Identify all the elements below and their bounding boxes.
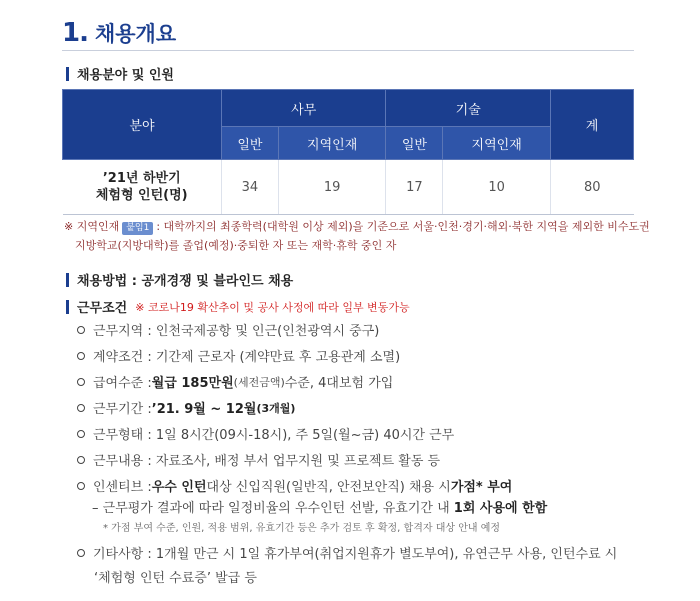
recruit-table — [62, 89, 634, 215]
circle-bullet-icon — [77, 326, 85, 334]
list-item — [77, 424, 454, 443]
section-label: 채용방법 : 공개경쟁 및 블라인드 채용 — [77, 274, 294, 289]
list-item — [77, 450, 440, 469]
page-title — [62, 18, 176, 48]
section-method — [66, 270, 293, 289]
item-incentive-text: 대상 신입직원(일반직, 안전보안직) 채용 시 — [206, 480, 451, 495]
heading-number: 1 — [62, 18, 80, 48]
heading-dot: . — [79, 18, 89, 48]
circle-bullet-icon — [77, 549, 85, 557]
item-etc-line2: ‘체험형 인턴 수료증’ 발급 등 — [94, 571, 257, 586]
circle-bullet-icon — [77, 482, 85, 490]
cell-office-regional: 19 — [278, 160, 386, 215]
list-item — [77, 543, 617, 562]
note-prefix: ※ 지역인재 — [64, 220, 120, 233]
row-label-line1: ’21년 하반기 — [102, 171, 181, 186]
th-tech-regional: 지역인재 — [443, 127, 551, 160]
list-item — [77, 476, 512, 495]
circle-bullet-icon — [77, 378, 85, 386]
item-type: 근무형태 : 1일 8시간(09시-18시), 주 5일(월~금) 40시간 근무 — [93, 428, 455, 443]
item-location: 근무지역 : 인천국제공항 및 인근(인천광역시 중구) — [93, 324, 380, 339]
note-text-1: : 대학까지의 최종학력(대학원 이상 제외)을 기준으로 서울·인천·경기·해외·북한 지역을 제외한 비수도권 — [156, 220, 650, 233]
section-bar-icon — [66, 273, 69, 287]
incentive-sub-item — [92, 497, 547, 516]
section-recruit-field — [66, 64, 174, 83]
item-pay-label: 급여수준 : — [93, 376, 152, 391]
list-item — [77, 320, 379, 339]
th-office: 사무 — [222, 90, 386, 127]
row-label — [63, 160, 222, 215]
section-bar-icon — [66, 300, 69, 314]
item-incentive-label: 인센티브 : — [93, 480, 152, 495]
cell-tech-regional: 10 — [443, 160, 551, 215]
attachment-badge: 붙임1 — [122, 222, 153, 235]
circle-bullet-icon — [77, 352, 85, 360]
th-tech-general: 일반 — [386, 127, 443, 160]
list-item — [77, 346, 400, 365]
covid-notice: ※ 코로나19 확산추이 및 공사 사정에 따라 일부 변동가능 — [135, 300, 410, 314]
item-incentive-bonus: 가점* 부여 — [450, 480, 513, 495]
item-etc: 기타사항 : 1개월 만근 시 1일 휴가부여(취업지원휴가 별도부여), 유연근무 사용, 인턴수료 시 — [93, 547, 618, 562]
section-label: 채용분야 및 인원 — [77, 68, 174, 83]
note-text-2: 지방학교(지방대학)를 졸업(예정)·중퇴한 자 또는 재학·휴학 중인 자 — [75, 239, 397, 252]
item-duty: 근무내용 : 자료조사, 배정 부서 업무지원 및 프로젝트 활동 등 — [93, 454, 441, 469]
incentive-footnote: * 가점 부여 수준, 인원, 적용 범위, 유효기간 등은 추가 검토 후 확정, 합격자 대상 안내 예정 — [103, 523, 501, 534]
list-item — [77, 372, 393, 391]
th-office-regional: 지역인재 — [278, 127, 386, 160]
cell-tech-general: 17 — [386, 160, 443, 215]
item-period-months: (3개월) — [256, 401, 296, 415]
circle-bullet-icon — [77, 430, 85, 438]
item-period-label: 근무기간 : — [93, 402, 152, 417]
th-field: 분야 — [63, 90, 222, 160]
circle-bullet-icon — [77, 456, 85, 464]
section-bar-icon — [66, 67, 69, 81]
list-item — [77, 398, 295, 417]
table-row — [63, 160, 634, 215]
item-incentive-target: 우수 인턴 — [151, 480, 207, 495]
item-pay-note: (세전금액) — [233, 375, 285, 389]
regional-talent-note — [64, 218, 650, 235]
item-contract: 계약조건 : 기간제 근로자 (계약만료 후 고용관계 소멸) — [93, 350, 401, 365]
incentive-sub-bold: 1회 사용에 한함 — [453, 501, 548, 516]
th-total: 계 — [551, 90, 634, 160]
title-divider — [62, 50, 634, 51]
cell-total: 80 — [551, 160, 634, 215]
item-pay-rest: 수준, 4대보험 가입 — [284, 376, 394, 391]
incentive-sub-text: – 근무평가 결과에 따라 일정비율의 우수인턴 선발, 유효기간 내 — [92, 501, 454, 516]
section-conditions — [66, 297, 410, 316]
section-label: 근무조건 — [77, 301, 128, 316]
item-period-value: ’21. 9월 ~ 12월 — [151, 402, 257, 417]
th-office-general: 일반 — [222, 127, 279, 160]
th-tech: 기술 — [386, 90, 551, 127]
heading-text: 채용개요 — [94, 22, 177, 46]
item-pay-amount: 월급 185만원 — [151, 376, 234, 391]
cell-office-general: 34 — [222, 160, 279, 215]
row-label-line2: 체험형 인턴(명) — [95, 188, 188, 203]
circle-bullet-icon — [77, 404, 85, 412]
